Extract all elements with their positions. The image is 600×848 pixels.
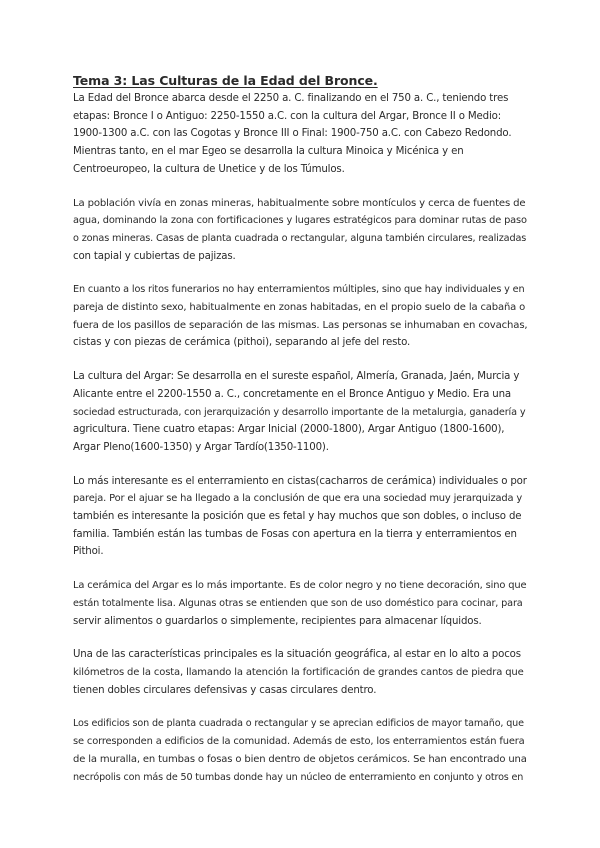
- text-line: agua, dominando la zona con fortificaciones y lugares estratégicos para dominar rutas de paso: [73, 215, 527, 227]
- document-title: Tema 3: Las Culturas de la Edad del Bronce.: [73, 73, 378, 88]
- text-line: pareja de distinto sexo, habitualmente en zonas habitadas, en el propio suelo de la cabaña o: [73, 302, 526, 314]
- text-line: La población vivía en zonas mineras, habitualmente sobre montículos y cerca de fuentes de: [73, 197, 526, 209]
- paragraph-7: [73, 646, 527, 699]
- text-line: Los edificios son de planta cuadrada o rectangular y se aprecian edificios de mayor tamaño, que: [73, 718, 524, 730]
- text-line: La Edad del Bronce abarca desde el 2250 a. C. finalizando en el 750 a. C., teniendo tres: [73, 93, 509, 104]
- text-line: agricultura. Tiene cuatro etapas: Argar Inicial (2000-1800), Argar Antiguo (1800-1600),: [73, 424, 505, 436]
- paragraph-5: [73, 473, 527, 562]
- text-line: etapas: Bronce I o Antiguo: 2250-1550 a.C. con la cultura del Argar, Bronce II o Medio:: [73, 110, 502, 122]
- paragraph-6: [73, 577, 527, 630]
- paragraph-4: [73, 368, 527, 457]
- text-line: se corresponden a edificios de la comunidad. Además de esto, los enterramientos están fuera: [73, 736, 525, 748]
- text-line: pareja. Por el ajuar se ha llegado a la conclusión de que era una sociedad muy jerarquizada y: [73, 493, 523, 505]
- text-line: Una de las características principales es la situación geográfica, al estar en lo alto a pocos: [73, 649, 521, 661]
- document-body: [73, 90, 527, 786]
- text-line: necrópolis con más de 50 tumbas donde hay un núcleo de enterramiento en conjunto y otros en: [73, 771, 524, 783]
- text-line: La cerámica del Argar es lo más importante. Es de color negro y no tiene decoración, sino que: [73, 580, 527, 592]
- paragraph-2: [73, 195, 527, 266]
- text-line: tienen dobles circulares defensivas y casas circulares dentro.: [73, 684, 377, 696]
- text-line: sociedad estructurada, con jerarquización y desarrollo importante de la metalurgia, ganadería y: [73, 406, 526, 418]
- text-line: servir alimentos o guardarlos o simplemente, recipientes para almacenar líquidos.: [73, 615, 482, 627]
- paragraph-1: [73, 90, 527, 179]
- paragraph-3: [73, 281, 527, 352]
- text-line: fuera de los pasillos de separación de las mismas. Las personas se inhumaban en covachas,: [73, 319, 528, 331]
- text-line: con tapial y cubiertas de pajizas.: [73, 250, 236, 262]
- text-line: Centroeuropeo, la cultura de Unetice y de los Túmulos.: [73, 163, 345, 175]
- text-line: kilómetros de la costa, llamando la atención la fortificación de grandes cantos de piedra que: [73, 666, 524, 678]
- text-line: Lo más interesante es el enterramiento en cistas(cacharros de cerámica) individuales o por: [73, 475, 527, 487]
- text-line: Alicante entre el 2200-1550 a. C., concretamente en el Bronce Antiguo y Medio. Era una: [73, 388, 511, 400]
- text-line: Argar Pleno(1600-1350) y Argar Tardío(1350-1100).: [73, 441, 329, 453]
- text-line: La cultura del Argar: Se desarrolla en el sureste español, Almería, Granada, Jaén, Murcia y: [73, 371, 520, 383]
- text-line: 1900-1300 a.C. con las Cogotas y Bronce III o Final: 1900-750 a.C. con Cabezo Redondo.: [73, 128, 512, 140]
- text-line: de la muralla, en tumbas o fosas o bien dentro de objetos cerámicos. Se han encontrado una: [73, 753, 527, 765]
- text-line: En cuanto a los ritos funerarios no hay enterramientos múltiples, sino que hay individuales y en: [73, 284, 525, 296]
- text-line: Pithoi.: [73, 546, 104, 558]
- text-line: también es interesante la posición que es fetal y hay muchos que son dobles, o incluso de: [73, 511, 522, 523]
- document-page: [73, 72, 527, 802]
- text-line: o zonas mineras. Casas de planta cuadrada o rectangular, alguna también circulares, realizadas: [73, 232, 527, 244]
- text-line: cistas y con piezas de cerámica (pithoi), separando al jefe del resto.: [73, 337, 411, 349]
- text-line: Mientras tanto, en el mar Egeo se desarrolla la cultura Minoica y Micénica y en: [73, 146, 464, 158]
- paragraph-8: [73, 715, 527, 786]
- text-line: familia. También están las tumbas de Fosas con apertura en la tierra y enterramientos en: [73, 528, 517, 540]
- text-line: están totalmente lisa. Algunas otras se entienden que son de uso doméstico para cocinar, para: [73, 597, 523, 609]
